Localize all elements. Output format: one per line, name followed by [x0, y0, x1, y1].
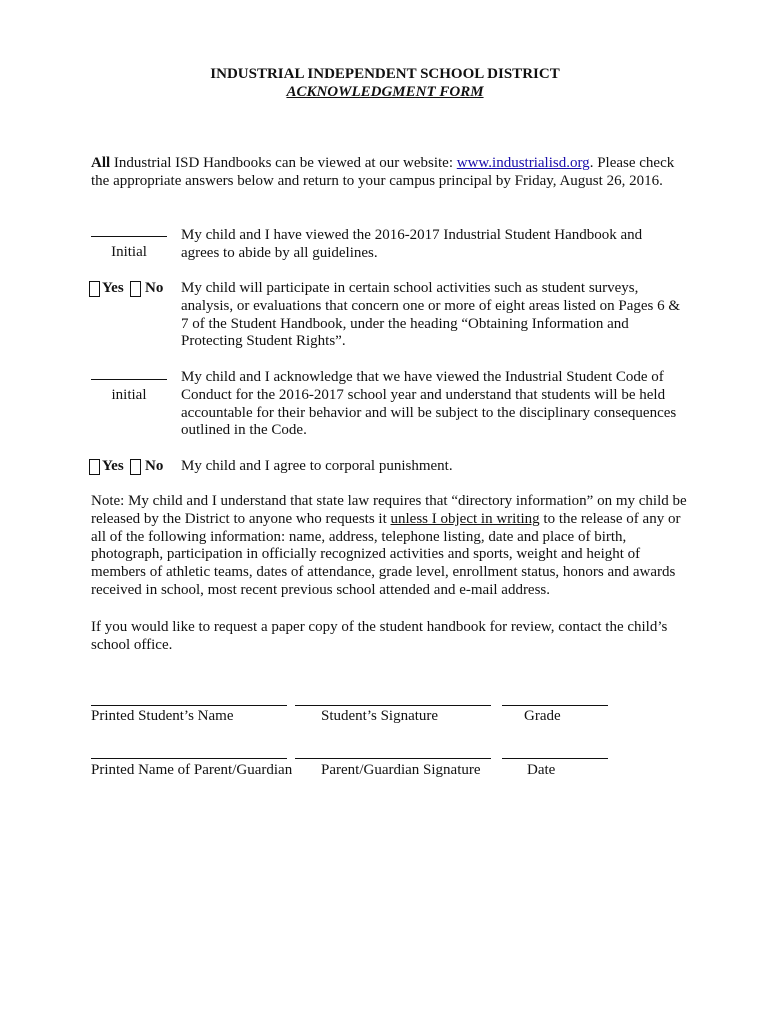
website-link[interactable]: www.industrialisd.org	[456, 155, 590, 171]
statement-surveys: My child will participate in certain school activities such as student surveys, analysis, or evaluations that concern one or more of eight areas listed on Pages 6 & 7 of the Student Handbook, under the heading “Obtaining Information and Protecting Student Rights”.	[181, 280, 681, 350]
date-label: Date	[527, 762, 556, 778]
no-label: No	[145, 458, 164, 474]
student-signature-field[interactable]	[295, 705, 491, 706]
statement-code-of-conduct: My child and I acknowledge that we have viewed the Industrial Student Code of Conduct for the 2016-2017 school year and understand that students will be held accountable for their behavior and will be subject to the disciplinary consequences outlined in the Code.	[181, 369, 677, 439]
parent-name-field[interactable]	[91, 758, 287, 759]
yes-label: Yes	[102, 280, 124, 296]
no-checkbox-surveys[interactable]	[130, 281, 141, 297]
parent-signature-field[interactable]	[295, 758, 491, 759]
grade-field[interactable]	[502, 705, 608, 706]
request-paragraph: If you would like to request a paper copy of the student handbook for review, contact the child’s school office.	[91, 619, 668, 653]
student-name-field[interactable]	[91, 705, 287, 706]
initial-field-code-of-conduct[interactable]	[91, 379, 167, 380]
note-underlined: unless I object in writing	[390, 510, 540, 527]
student-signature-label: Student’s Signature	[321, 708, 439, 724]
initial-label-code-of-conduct: initial	[111, 387, 147, 403]
initial-label-handbook: Initial	[111, 244, 147, 260]
parent-signature-label: Parent/Guardian Signature	[321, 762, 481, 778]
intro-text-end: . Please check the appropriate answers below and return to your campus principal by Friday, August 26, 2016.	[91, 155, 675, 189]
parent-name-label: Printed Name of Parent/Guardian	[91, 762, 293, 778]
statement-corporal-punishment: My child and I agree to corporal punishment.	[181, 458, 453, 474]
date-field[interactable]	[502, 758, 608, 759]
grade-label: Grade	[524, 708, 561, 724]
note-text: Note: My child and I understand that state law requires that “directory information” on my child be released by the District to anyone who requests it	[91, 493, 687, 527]
intro-bold-lead: All	[91, 155, 111, 171]
statement-handbook: My child and I have viewed the 2016-2017 Industrial Student Handbook and agrees to abide by all guidelines.	[181, 227, 643, 261]
note-text-end: to the release of any or all of the following information: name, address, telephone listing, date and place of birth, photograph, participation in officially recognized activities and sports, weight and height of members of athletic teams, dates of attendance, grade level, enrollment status, honors and awards received in school, most recent previous school attended and e-mail address.	[91, 510, 681, 598]
no-checkbox-corporal[interactable]	[130, 459, 141, 475]
note-paragraph	[91, 493, 691, 600]
intro-paragraph	[91, 155, 681, 191]
district-title: INDUSTRIAL INDEPENDENT SCHOOL DISTRICT	[210, 66, 560, 82]
yes-label: Yes	[102, 458, 124, 474]
intro-text: Industrial ISD Handbooks can be viewed at our website:	[110, 155, 457, 171]
yes-checkbox-corporal[interactable]	[89, 459, 100, 475]
no-label: No	[145, 280, 164, 296]
initial-field-handbook[interactable]	[91, 236, 167, 237]
form-title: ACKNOWLEDGMENT FORM	[286, 84, 484, 100]
student-name-label: Printed Student’s Name	[91, 708, 234, 724]
yes-checkbox-surveys[interactable]	[89, 281, 100, 297]
